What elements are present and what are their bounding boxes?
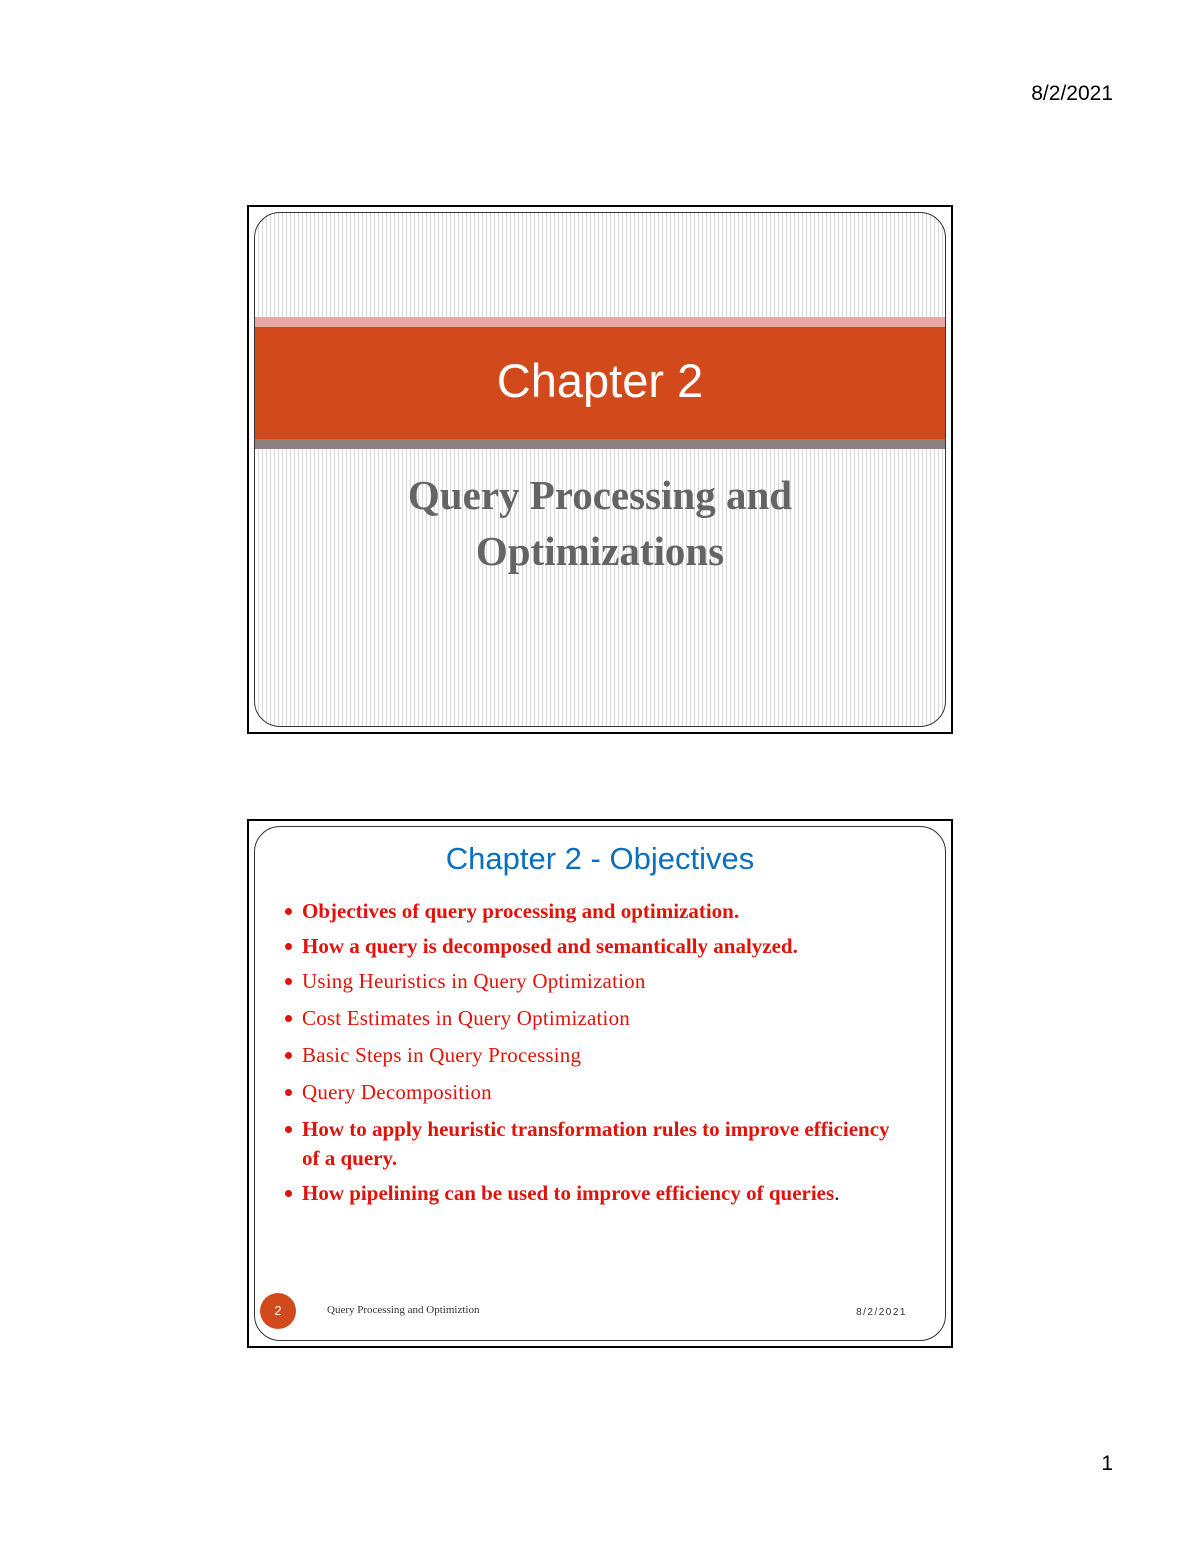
banner-top-stripe xyxy=(255,317,945,327)
slide-number-badge: 2 xyxy=(260,1293,296,1329)
slide-1-thumbnail xyxy=(247,205,953,734)
bullet-icon xyxy=(285,908,292,915)
objectives-title: Chapter 2 - Objectives xyxy=(445,841,755,876)
bullet-icon xyxy=(285,943,292,950)
objective-item xyxy=(285,1078,905,1107)
objective-text: How pipelining can be used to improve efficiency of queries xyxy=(302,1181,835,1205)
subtitle-line-2: Optimizations xyxy=(475,528,725,574)
page-date: 8/2/2021 xyxy=(1031,82,1113,105)
objective-text: Query Decomposition xyxy=(302,1080,492,1104)
banner-bottom-stripe xyxy=(255,439,945,449)
slide-footer-text: Query Processing and Optimiztion xyxy=(327,1304,480,1316)
bullet-icon xyxy=(285,1052,292,1059)
bullet-icon xyxy=(285,1015,292,1022)
slide-2-thumbnail xyxy=(247,819,953,1348)
objective-text: How to apply heuristic transformation rules to improve efficiency of a query. xyxy=(302,1117,890,1170)
objective-item xyxy=(285,897,905,926)
objective-text: Objectives of query processing and optimization. xyxy=(302,899,740,923)
objectives-list xyxy=(285,897,905,1208)
objective-trailing-period: . xyxy=(834,1181,840,1205)
bullet-icon xyxy=(285,978,292,985)
subtitle-line-1: Query Processing and xyxy=(407,472,793,518)
chapter-title: Chapter 2 xyxy=(496,354,704,407)
chapter-subtitle xyxy=(315,467,885,579)
objective-item xyxy=(285,932,905,961)
page-number: 1 xyxy=(1101,1452,1113,1475)
bullet-icon xyxy=(285,1089,292,1096)
slide-2-content xyxy=(254,826,946,1341)
objective-text: Basic Steps in Query Processing xyxy=(302,1043,582,1067)
objective-text: Using Heuristics in Query Optimization xyxy=(302,969,646,993)
bullet-icon xyxy=(285,1190,292,1197)
objective-text: Cost Estimates in Query Optimization xyxy=(302,1006,630,1030)
slide-1-content xyxy=(254,212,946,727)
objective-item xyxy=(285,1179,905,1208)
objective-item xyxy=(285,1115,905,1173)
objective-text: How a query is decomposed and semantically analyzed. xyxy=(302,934,798,958)
objective-item xyxy=(285,1041,905,1070)
slide-footer-date: 8/2/2021 xyxy=(856,1307,907,1318)
objective-item xyxy=(285,1004,905,1033)
objective-item xyxy=(285,967,905,996)
bullet-icon xyxy=(285,1126,292,1133)
